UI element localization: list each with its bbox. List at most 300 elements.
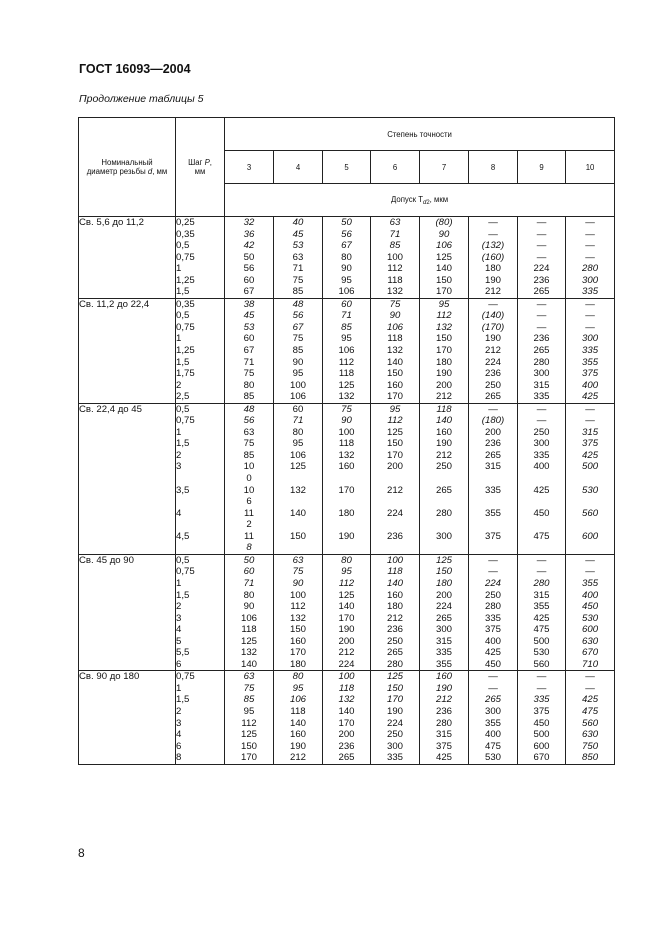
tolerance-cell (323, 403, 371, 554)
tolerance-value: 50 (341, 217, 352, 228)
tolerance-value: — (536, 415, 547, 427)
tolerance-value: — (536, 566, 547, 578)
tolerance-value: 125 (386, 671, 403, 683)
tolerance-value: 250 (386, 729, 403, 741)
diameter-range: Св. 90 до 180 (79, 671, 140, 683)
tolerance-value: — (536, 321, 547, 333)
tolerance-value: 106 (338, 345, 355, 357)
tolerance-value: 355 (484, 507, 501, 519)
tolerance-value: 530 (582, 612, 599, 624)
tolerance-value: 106 (386, 321, 403, 333)
tolerance-value: 450 (533, 717, 550, 729)
table-caption: Продолжение таблицы 5 (79, 93, 204, 105)
tolerance-value: — (536, 228, 547, 240)
tolerance-value: 315 (533, 589, 550, 601)
tolerance-value: 75 (243, 438, 255, 450)
tolerance-cell (420, 554, 469, 670)
tolerance-value: 190 (484, 333, 501, 345)
pitch-value: 1 (176, 333, 182, 345)
tolerance-value: — (488, 228, 498, 240)
tolerance-value: 112 (387, 415, 403, 427)
tolerance-value: 32 (243, 217, 255, 228)
pitch-value: 2 (176, 705, 182, 717)
tolerance-value: — (488, 566, 498, 578)
tolerance-value: 85 (341, 321, 352, 333)
tolerance-value: 425 (533, 612, 550, 624)
tolerance-value: 63 (243, 671, 255, 683)
tolerance-value: 335 (582, 286, 599, 298)
pitch-cell (176, 403, 225, 554)
tolerance-value: — (585, 251, 595, 263)
tolerance-value: 355 (484, 717, 501, 729)
tolerance-cell (420, 298, 469, 403)
tolerance-value: 160 (386, 589, 403, 601)
tolerance-value: 150 (240, 740, 257, 752)
tolerance-value: 224 (386, 717, 403, 729)
tolerance-value: 280 (533, 356, 550, 368)
tolerance-value: 180 (338, 507, 355, 519)
tolerance-value: 118 (387, 333, 403, 345)
tolerance-value (323, 519, 370, 531)
tolerance-value: 160 (289, 635, 306, 647)
table-row (79, 554, 615, 670)
tolerance-value (469, 519, 517, 531)
tolerance-value: 265 (338, 752, 355, 764)
tolerance-value: 95 (292, 682, 304, 694)
tolerance-cell (225, 217, 274, 299)
tolerance-value: (180) (481, 415, 505, 427)
tolerance-cell (518, 217, 566, 299)
tolerance-value: 75 (292, 566, 304, 578)
tolerance-value: 60 (292, 403, 304, 415)
tolerance-value: 45 (292, 228, 304, 240)
tolerance-value: 50 (243, 554, 255, 566)
header-grade-label: Степень точности (387, 129, 452, 139)
pitch-value (176, 519, 224, 531)
tolerance-value: 60 (341, 298, 352, 310)
tolerance-value: 150 (435, 566, 452, 578)
tolerance-value: 63 (292, 251, 304, 263)
tolerance-value: 190 (289, 740, 306, 752)
document-title: ГОСТ 16093—2004 (79, 62, 191, 76)
tolerance-value (566, 496, 614, 508)
tolerance-value: 450 (582, 601, 599, 613)
tolerance-value: — (585, 298, 595, 310)
pitch-value: 2,5 (176, 391, 190, 403)
tolerance-value (518, 519, 565, 531)
tolerance-value: 125 (338, 379, 355, 391)
tolerance-value: 375 (533, 705, 550, 717)
tolerance-value: 170 (338, 484, 355, 496)
tolerance-value: 335 (484, 484, 501, 496)
tolerance-value (469, 496, 517, 508)
tolerance-value: 212 (338, 647, 355, 659)
tolerance-value: — (536, 217, 547, 228)
tolerance-cell (323, 217, 371, 299)
tolerance-value: 212 (484, 345, 501, 357)
tolerance-value: 60 (243, 333, 255, 345)
tolerance-value: 335 (533, 449, 550, 461)
pitch-cell (176, 671, 225, 764)
tolerance-value: 200 (484, 426, 501, 438)
tolerance-value: 212 (484, 286, 501, 298)
tolerance-value: 160 (435, 426, 452, 438)
tolerance-value: 67 (243, 345, 255, 357)
tolerance-value: 150 (386, 368, 403, 380)
tolerance-value: 265 (435, 612, 452, 624)
tolerance-value (566, 519, 614, 531)
tolerance-value: 250 (533, 426, 550, 438)
tolerance-value: 71 (389, 228, 401, 240)
tolerance-value: 236 (386, 530, 403, 542)
tolerance-value: 500 (582, 461, 599, 473)
tolerance-value: 140 (386, 356, 403, 368)
tolerance-value: 170 (386, 694, 403, 706)
tolerance-value: 85 (243, 391, 255, 403)
header-diameter-label: Номинальный диаметр резьбы d, мм (86, 158, 168, 176)
tolerance-value: 71 (292, 263, 304, 275)
tolerance-cell (518, 403, 566, 554)
tolerance-value: 475 (484, 740, 501, 752)
pitch-value: 5,5 (176, 647, 190, 659)
tolerance-value: 160 (289, 729, 306, 741)
tolerance-value: 335 (533, 391, 550, 403)
diameter-range: Св. 5,6 до 11,2 (79, 217, 144, 228)
tolerance-value: 132 (338, 694, 355, 706)
pitch-value: 0,75 (176, 671, 195, 683)
tolerance-value: — (536, 310, 547, 322)
tolerance-value: 224 (338, 658, 355, 670)
tolerance-value: 95 (292, 438, 304, 450)
header-pitch-label: Шаг P, мм (188, 158, 212, 176)
tolerance-value: 95 (292, 368, 304, 380)
tolerance-value: 236 (484, 438, 501, 450)
tolerance-value: 132 (386, 345, 403, 357)
pitch-value: 2 (176, 449, 182, 461)
tolerance-value: — (585, 415, 595, 427)
tolerance-value: 140 (338, 705, 355, 717)
tolerance-value: 335 (386, 752, 403, 764)
tolerance-value: 140 (289, 507, 306, 519)
tolerance-value: 560 (533, 658, 550, 670)
tolerance-value: 90 (292, 356, 304, 368)
tolerance-value: 56 (341, 228, 352, 240)
tolerance-value: 224 (533, 263, 550, 275)
tolerance-value: 500 (533, 635, 550, 647)
tolerance-value: 100 (338, 671, 355, 683)
tolerance-value: 10 (243, 461, 255, 473)
table-body (79, 217, 615, 765)
tolerance-value: 112 (387, 263, 403, 275)
tolerance-value: 212 (386, 612, 403, 624)
tolerance-value: 140 (289, 717, 306, 729)
tolerance-value: 132 (240, 647, 257, 659)
pitch-value: 1 (176, 682, 182, 694)
tolerance-cell (420, 671, 469, 764)
tolerance-value: 170 (435, 286, 452, 298)
tolerance-cell (371, 671, 420, 764)
tolerance-value: 150 (289, 624, 306, 636)
tolerance-value: 170 (386, 391, 403, 403)
tolerance-value (323, 496, 370, 508)
pitch-value: 1,25 (176, 274, 195, 286)
pitch-value: 1,5 (176, 589, 190, 601)
tolerance-value: 190 (435, 438, 452, 450)
tolerance-value: 75 (389, 298, 401, 310)
tolerance-value: 236 (435, 705, 452, 717)
tolerance-cell (371, 217, 420, 299)
tolerance-value: 315 (533, 379, 550, 391)
tolerance-value: 475 (533, 624, 550, 636)
tolerance-value: 300 (533, 438, 550, 450)
tolerance-cell (274, 217, 323, 299)
tolerance-value: — (585, 310, 595, 322)
tolerance-value: 85 (389, 240, 401, 252)
tolerance-value: 2 (246, 519, 252, 531)
tolerance-value: 425 (582, 694, 599, 706)
tolerance-value: 400 (484, 729, 501, 741)
tolerance-value: 212 (435, 449, 452, 461)
tolerance-value (371, 542, 419, 554)
tolerance-value: 118 (387, 274, 403, 286)
header-grade (225, 118, 615, 151)
tolerance-value: 300 (386, 740, 403, 752)
tolerance-value: 170 (338, 717, 355, 729)
tolerance-cell (566, 403, 615, 554)
tolerance-value (323, 542, 370, 554)
tolerance-value: 132 (386, 286, 403, 298)
tolerance-value (420, 519, 468, 531)
tolerance-value (371, 473, 419, 485)
tolerance-value: 224 (484, 577, 501, 589)
tolerance-value: 118 (338, 682, 355, 694)
tolerance-value: 6 (246, 496, 252, 508)
tolerance-value: 280 (435, 507, 452, 519)
header-diameter (79, 118, 176, 217)
tolerance-value: 150 (386, 682, 403, 694)
diameter-range-cell (79, 298, 176, 403)
tolerance-value: 0 (246, 473, 252, 485)
tolerance-cell (566, 554, 615, 670)
pitch-value: 6 (176, 740, 182, 752)
tolerance-value: 200 (435, 379, 452, 391)
tolerance-value: 150 (386, 438, 403, 450)
tolerance-value: 375 (435, 740, 452, 752)
tolerance-value: 180 (484, 263, 501, 275)
pitch-value: 1,5 (176, 286, 190, 298)
tolerance-value: 250 (386, 635, 403, 647)
pitch-value: 0,35 (176, 228, 195, 240)
tolerance-value: 80 (243, 589, 255, 601)
tolerance-value: 425 (484, 647, 501, 659)
pitch-value: 1,75 (176, 368, 195, 380)
tolerance-value: 80 (292, 671, 304, 683)
tolerance-value: 36 (243, 228, 255, 240)
tolerance-value: 315 (484, 461, 501, 473)
tolerance-value: 106 (338, 286, 355, 298)
tolerance-value: 375 (484, 530, 501, 542)
tolerance-value: 132 (338, 449, 355, 461)
tolerance-value: 850 (582, 752, 599, 764)
pitch-value: 0,5 (176, 240, 190, 252)
tolerance-value: 315 (435, 729, 452, 741)
tolerance-value: 71 (292, 415, 304, 427)
tolerance-cell (420, 403, 469, 554)
tolerance-value: 190 (435, 682, 452, 694)
tolerance-value: 180 (435, 356, 452, 368)
pitch-value: 4 (176, 729, 182, 741)
table-row (79, 217, 615, 299)
tolerance-value: 265 (484, 694, 501, 706)
tolerance-value: 48 (243, 403, 255, 415)
tolerance-value: 53 (292, 240, 304, 252)
tolerance-value: 200 (338, 729, 355, 741)
tolerance-value: 335 (435, 647, 452, 659)
tolerance-value (469, 473, 517, 485)
tolerance-value (469, 542, 517, 554)
tolerance-value: 450 (533, 507, 550, 519)
tolerance-value: 475 (533, 530, 550, 542)
tolerance-value: 45 (243, 310, 255, 322)
tolerance-value: — (488, 682, 498, 694)
tolerance-value: 90 (438, 228, 450, 240)
tolerance-value: 125 (386, 426, 403, 438)
pitch-value: 0,75 (176, 321, 195, 333)
tolerance-value: 90 (341, 415, 352, 427)
tolerance-value: 400 (484, 635, 501, 647)
tolerance-cell (469, 554, 518, 670)
tolerance-value: 315 (582, 426, 599, 438)
tolerance-value: 67 (292, 321, 304, 333)
tolerance-value: 265 (386, 647, 403, 659)
tolerance-value: 56 (243, 415, 255, 427)
pitch-value (176, 473, 224, 485)
tolerance-value: 90 (341, 263, 352, 275)
tolerance-value: — (536, 554, 547, 566)
tolerance-value: 560 (582, 717, 599, 729)
tolerance-value: 224 (435, 601, 452, 613)
tolerance-value: 75 (341, 403, 352, 415)
table-row (79, 671, 615, 764)
tolerance-cell (274, 403, 323, 554)
tolerance-value: 400 (582, 589, 599, 601)
tolerance-value: 170 (240, 752, 257, 764)
tolerance-value: 530 (484, 752, 501, 764)
pitch-value: 0,5 (176, 554, 190, 566)
pitch-value: 1 (176, 263, 182, 275)
tolerance-value: — (585, 403, 595, 415)
tolerance-value: 112 (290, 601, 306, 613)
tolerance-value: 280 (386, 658, 403, 670)
pitch-value: 3 (176, 461, 182, 473)
diameter-range-cell (79, 403, 176, 554)
tolerance-value: 118 (241, 624, 257, 636)
tolerance-value: 60 (243, 274, 255, 286)
tolerance-value: 80 (341, 251, 352, 263)
grade-header-cell: 5 (323, 151, 371, 184)
tolerance-value: 250 (484, 589, 501, 601)
tolerance-value: 132 (338, 391, 355, 403)
tolerance-value: 170 (338, 612, 355, 624)
tolerance-value: — (488, 298, 498, 310)
tolerance-value: 600 (582, 530, 599, 542)
tolerance-value: 106 (240, 612, 257, 624)
tolerance-value: 75 (243, 368, 255, 380)
tolerance-value: (132) (481, 240, 505, 252)
tolerance-value: 125 (240, 729, 257, 741)
pitch-value: 4 (176, 507, 182, 519)
diameter-range-cell (79, 554, 176, 670)
diameter-range: Св. 45 до 90 (79, 554, 134, 566)
tolerance-value: 236 (533, 333, 550, 345)
tolerance-value: — (585, 566, 595, 578)
tolerance-value: 53 (243, 321, 255, 333)
tolerance-value: 224 (386, 507, 403, 519)
tolerance-cell (225, 298, 274, 403)
tolerance-value: 265 (484, 449, 501, 461)
tolerance-value: 180 (435, 577, 452, 589)
pitch-value: 0,35 (176, 298, 195, 310)
tolerance-value: 95 (341, 333, 352, 345)
tolerance-value: 500 (533, 729, 550, 741)
tolerance-value: 170 (289, 647, 306, 659)
tolerance-value: 200 (435, 589, 452, 601)
tolerance-value: 355 (533, 601, 550, 613)
tolerance-value: 200 (386, 461, 403, 473)
tolerance-cell (566, 671, 615, 764)
tolerance-value (420, 496, 468, 508)
tolerance-value (420, 542, 468, 554)
tolerance-value: — (536, 298, 547, 310)
grade-header-cell: 6 (371, 151, 420, 184)
tolerance-value (420, 473, 468, 485)
tolerance-value: 212 (289, 752, 306, 764)
tolerance-value: — (585, 321, 595, 333)
tolerance-cell (274, 671, 323, 764)
header-pitch (176, 118, 225, 217)
tolerance-value: 95 (341, 566, 352, 578)
pitch-value: 0,5 (176, 403, 190, 415)
pitch-value: 1 (176, 426, 182, 438)
tolerance-value: 265 (484, 391, 501, 403)
tolerance-cell (225, 554, 274, 670)
tolerance-value: 63 (243, 426, 255, 438)
header-tolerance-label: Допуск $T_{d2}$, мкм (390, 194, 449, 206)
tolerance-value: 85 (292, 345, 304, 357)
tolerance-value: 11 (244, 530, 254, 542)
tolerance-value (566, 473, 614, 485)
tolerance-value: 80 (292, 426, 304, 438)
tolerance-value: 170 (386, 449, 403, 461)
tolerance-value: 150 (289, 530, 306, 542)
tolerance-cell (469, 671, 518, 764)
tolerance-value: 630 (582, 635, 599, 647)
tolerance-value: 400 (533, 461, 550, 473)
tolerance-value: 280 (435, 717, 452, 729)
tolerance-value: 190 (338, 624, 355, 636)
pitch-value: 5 (176, 635, 182, 647)
tolerance-value: 132 (289, 612, 306, 624)
tolerance-value: 600 (533, 740, 550, 752)
tolerance-value: 335 (533, 694, 550, 706)
tolerance-value: 140 (435, 415, 452, 427)
pitch-value: 3 (176, 717, 182, 729)
grade-header-cell: 9 (518, 151, 566, 184)
tolerance-value: — (536, 251, 547, 263)
tolerance-value: 125 (338, 589, 355, 601)
tolerance-value: 100 (289, 589, 306, 601)
tolerance-value: 10 (243, 484, 255, 496)
